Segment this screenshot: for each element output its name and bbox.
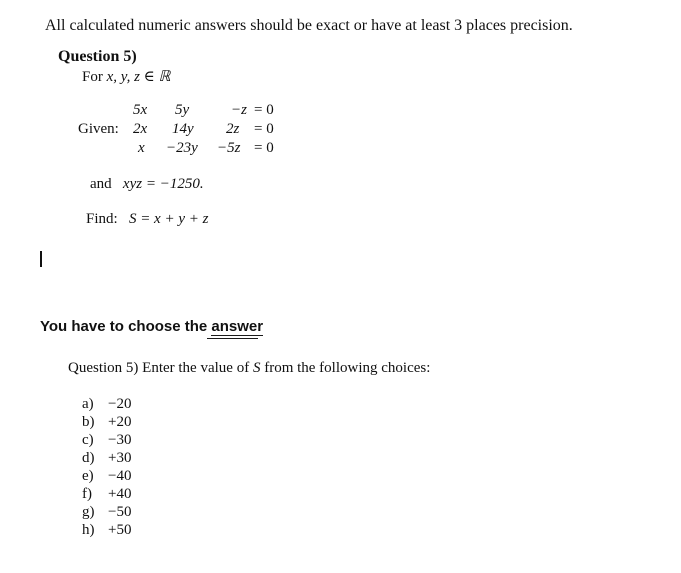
eq2-rhs: = 0	[254, 121, 274, 137]
domain-prefix: For	[82, 69, 103, 85]
choice-g[interactable]	[82, 504, 131, 521]
eq3-term-y: −23y	[166, 140, 198, 156]
eq2-term-y: 14y	[172, 121, 194, 137]
choice-prompt	[68, 360, 430, 377]
domain-statement	[82, 67, 170, 86]
prompt-prefix: Question 5) Enter the value of	[68, 360, 250, 376]
eq2-term-x: 2x	[133, 121, 148, 137]
choice-label: c)	[82, 432, 94, 448]
text-cursor	[40, 251, 42, 267]
choice-label: h)	[82, 522, 95, 538]
find-expr: S = x + y + z	[128, 211, 209, 227]
constraint-expr: xyz = −1250.	[122, 176, 204, 192]
eq2-term-z: 2z	[226, 121, 240, 137]
choice-label: e)	[82, 468, 94, 484]
eq1-rhs: = 0	[254, 102, 274, 118]
choice-value: −20	[108, 396, 132, 412]
choice-value: +40	[108, 486, 132, 502]
prompt-var: S	[252, 360, 261, 376]
eq3-term-z: −5z	[217, 140, 241, 156]
eq1-term-y: 5y	[175, 102, 190, 118]
choice-label: f)	[82, 486, 92, 502]
choice-f[interactable]	[82, 486, 131, 503]
choice-value: −30	[108, 432, 132, 448]
choice-a[interactable]	[82, 396, 131, 413]
choice-e[interactable]	[82, 468, 131, 485]
choice-c[interactable]	[82, 432, 131, 449]
domain-vars: x, y, z ∈ ℝ	[106, 69, 171, 85]
choice-label: b)	[82, 414, 95, 430]
choice-value: −50	[108, 504, 132, 520]
eq3-term-x: x	[138, 140, 145, 156]
answer-link[interactable]: answer	[211, 318, 264, 335]
choose-instruction	[40, 318, 263, 335]
choice-h[interactable]	[82, 522, 131, 539]
eq1-term-x: 5x	[133, 102, 148, 118]
find-line	[86, 211, 208, 228]
answer-link-underline	[207, 338, 258, 339]
choose-text: You have to choose the	[40, 318, 208, 335]
eq1-term-z: −z	[231, 102, 247, 118]
question-heading: Question 5)	[58, 48, 137, 65]
eq3-rhs: = 0	[254, 140, 274, 156]
find-label: Find:	[86, 211, 118, 227]
choice-d[interactable]	[82, 450, 131, 467]
choice-label: a)	[82, 396, 94, 412]
and-word: and	[90, 176, 112, 192]
instructions-text: All calculated numeric answers should be exact or have at least 3 places precision.	[45, 17, 573, 34]
choice-value: −40	[108, 468, 132, 484]
choice-value: +20	[108, 414, 132, 430]
given-label: Given:	[78, 121, 119, 137]
prompt-suffix: from the following choices:	[264, 360, 431, 376]
constraint-line	[90, 176, 204, 193]
choice-value: +50	[108, 522, 132, 538]
choice-label: g)	[82, 504, 95, 520]
choice-b[interactable]	[82, 414, 131, 431]
choice-value: +30	[108, 450, 132, 466]
choice-label: d)	[82, 450, 95, 466]
